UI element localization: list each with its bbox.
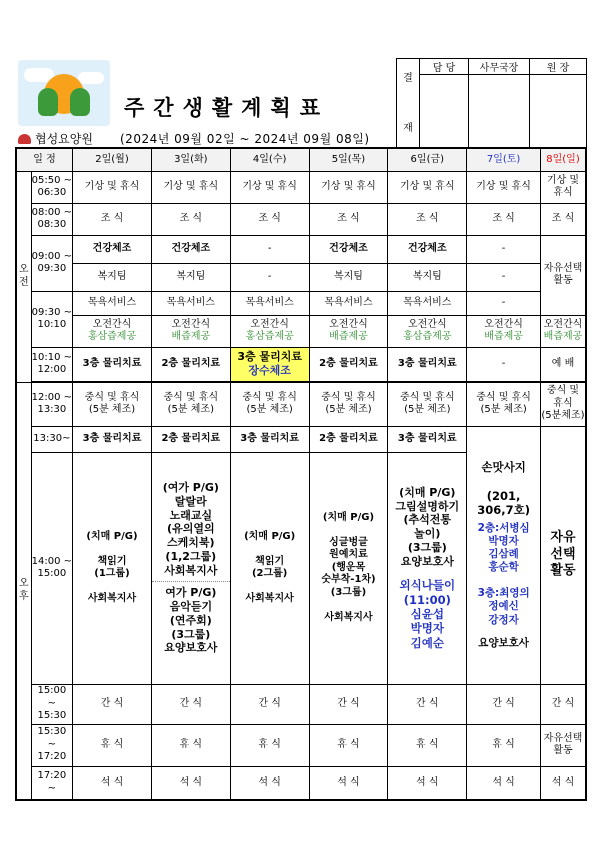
activity-cell: 복지팀 <box>388 263 467 291</box>
activity-cell: 2층 물리치료 <box>309 426 388 452</box>
day-header: 3일(화) <box>151 148 230 171</box>
activity-cell: 휴 식 <box>467 724 541 766</box>
approval-sign-cell[interactable] <box>530 75 587 151</box>
activity-cell: 휴 식 <box>388 724 467 766</box>
activity-cell: 석 식 <box>151 766 230 800</box>
activity-cell: 기상 및 휴식 <box>540 171 586 203</box>
time-cell: 17:20 ~ <box>31 766 72 800</box>
activity-cell: 중식 및 휴식 (5분 체조) <box>467 382 541 426</box>
activity-cell: 복지팀 <box>73 263 152 291</box>
activity-cell: 중식 및 휴식 (5분 체조) <box>151 382 230 426</box>
activity-cell: 석 식 <box>230 766 309 800</box>
activity-cell: - <box>467 263 541 291</box>
program-cell: (치매 P/G) 책읽기 (2그룹) 사회복지사 <box>230 452 309 684</box>
activity-cell: 중식 및 휴식 (5분체조) <box>540 382 586 426</box>
activity-cell: 석 식 <box>467 766 541 800</box>
approval-box <box>396 58 587 151</box>
activity-cell: 기상 및 휴식 <box>467 171 541 203</box>
activity-cell: 조 식 <box>540 203 586 235</box>
schedule-label: 일 정 <box>16 148 73 171</box>
activity-cell: 중식 및 휴식 (5분 체조) <box>309 382 388 426</box>
activity-cell: 간 식 <box>467 684 541 724</box>
saturday-program: 손맛사지 (201, 306,7호) 2층:서병심 박명자 김삼례 홍순학 3층:최영의 정예신 강정자 요양보호사 <box>467 426 541 684</box>
weekly-schedule-table <box>15 147 587 801</box>
activity-cell: 목욕서비스 <box>151 291 230 315</box>
center-logo <box>18 60 110 126</box>
program-cell: (치매 P/G) 싱글벙글 원예치료 (행운목 숫부착-1차) (3그룹) 사회복지사 <box>309 452 388 684</box>
time-cell: 08:00 ~ 08:30 <box>31 203 72 235</box>
snack-cell: 오전간식 배즙제공 <box>540 315 586 347</box>
program-cell: (여가 P/G) 랄랄라 노래교실 (유의열의 스케치북) (1,2그룹) 사회복지사 여가 P/G) 음악듣기 (연주회) (3그룹) 요양보호사 <box>151 452 230 684</box>
approval-role: 담 당 <box>420 59 469 75</box>
activity-cell: 중식 및 휴식 (5분 체조) <box>73 382 152 426</box>
time-cell: 15:00 ~ 15:30 <box>31 684 72 724</box>
activity-cell: - <box>467 347 541 381</box>
activity-cell: 기상 및 휴식 <box>388 171 467 203</box>
activity-cell: 기상 및 휴식 <box>309 171 388 203</box>
activity-cell: 조 식 <box>73 203 152 235</box>
center-logo-icon <box>18 134 31 144</box>
period-morning: 오 전 <box>16 171 31 382</box>
activity-cell: 자유선택 활동 <box>540 724 586 766</box>
activity-cell: 간 식 <box>151 684 230 724</box>
activity-cell: 조 식 <box>151 203 230 235</box>
mascot-icon <box>38 88 58 116</box>
day-header: 2일(월) <box>73 148 152 171</box>
activity-cell: 중식 및 휴식 (5분 체조) <box>388 382 467 426</box>
time-cell: 10:10 ~ 12:00 <box>31 347 72 381</box>
activity-cell: 건강체조 <box>388 235 467 263</box>
activity-cell: 건강체조 <box>73 235 152 263</box>
time-cell: 15:30 ~ 17:20 <box>31 724 72 766</box>
activity-cell: 복지팀 <box>151 263 230 291</box>
approval-role: 원 장 <box>530 59 587 75</box>
center-name: 협성요양원 <box>18 130 93 147</box>
activity-cell: 복지팀 <box>309 263 388 291</box>
activity-cell-highlight: 3층 물리치료 장수체조 <box>230 347 309 381</box>
time-cell: 12:00 ~ 13:30 <box>31 382 72 426</box>
activity-cell: 간 식 <box>540 684 586 724</box>
header-row <box>16 148 586 171</box>
activity-cell: 건강체조 <box>151 235 230 263</box>
activity-cell: 3층 물리치료 <box>73 347 152 381</box>
activity-cell: 조 식 <box>388 203 467 235</box>
activity-cell: 3층 물리치료 <box>230 426 309 452</box>
time-cell: 09:30 ~ 10:10 <box>31 291 72 347</box>
activity-cell: 목욕서비스 <box>230 291 309 315</box>
activity-cell: 석 식 <box>388 766 467 800</box>
activity-cell: 휴 식 <box>73 724 152 766</box>
activity-cell: 기상 및 휴식 <box>73 171 152 203</box>
activity-cell: - <box>467 235 541 263</box>
day-header: 6일(금) <box>388 148 467 171</box>
activity-cell: - <box>467 291 541 315</box>
activity-cell: 조 식 <box>467 203 541 235</box>
activity-cell: 중식 및 휴식 (5분 체조) <box>230 382 309 426</box>
sunday-program: 자유 선택 활동 <box>540 426 586 684</box>
snack-cell: 오전간식 배즙제공 <box>309 315 388 347</box>
activity-cell: 휴 식 <box>309 724 388 766</box>
time-cell: 05:50 ~ 06:30 <box>31 171 72 203</box>
activity-cell: 예 배 <box>540 347 586 381</box>
approval-sign-cell[interactable] <box>420 75 469 151</box>
approval-sign-cell[interactable] <box>469 75 530 151</box>
activity-cell: - <box>230 263 309 291</box>
snack-cell: 오전간식 홍삼즙제공 <box>230 315 309 347</box>
activity-cell: 건강체조 <box>309 235 388 263</box>
page-title: 주간생활계획표 <box>124 96 330 120</box>
activity-cell: 휴 식 <box>151 724 230 766</box>
activity-cell: - <box>230 235 309 263</box>
activity-cell: 석 식 <box>73 766 152 800</box>
activity-cell: 2층 물리치료 <box>151 347 230 381</box>
time-cell: 14:00 ~ 15:00 <box>31 452 72 684</box>
activity-cell: 자유선택 활동 <box>540 235 586 315</box>
activity-cell: 간 식 <box>73 684 152 724</box>
activity-cell: 간 식 <box>309 684 388 724</box>
period-afternoon: 오 후 <box>16 382 31 800</box>
snack-cell: 오전간식 배즙제공 <box>467 315 541 347</box>
activity-cell: 3층 물리치료 <box>388 426 467 452</box>
approval-role: 사무국장 <box>469 59 530 75</box>
activity-cell: 2층 물리치료 <box>309 347 388 381</box>
activity-cell: 석 식 <box>309 766 388 800</box>
activity-cell: 3층 물리치료 <box>388 347 467 381</box>
snack-cell: 오전간식 홍삼즙제공 <box>388 315 467 347</box>
day-header: 5일(목) <box>309 148 388 171</box>
activity-cell: 목욕서비스 <box>73 291 152 315</box>
activity-cell: 조 식 <box>230 203 309 235</box>
day-header-sunday: 8일(일) <box>540 148 586 171</box>
activity-cell: 기상 및 휴식 <box>151 171 230 203</box>
activity-cell: 간 식 <box>230 684 309 724</box>
snack-cell: 오전간식 홍삼즙제공 <box>73 315 152 347</box>
activity-cell: 목욕서비스 <box>309 291 388 315</box>
time-cell: 09:00 ~ 09:30 <box>31 235 72 291</box>
activity-cell: 조 식 <box>309 203 388 235</box>
program-cell: (치매 P/G) 책읽기 (1그룹) 사회복지사 <box>73 452 152 684</box>
activity-cell: 석 식 <box>540 766 586 800</box>
activity-cell: 목욕서비스 <box>388 291 467 315</box>
approval-side-label: 결 재 <box>397 59 420 151</box>
activity-cell: 기상 및 휴식 <box>230 171 309 203</box>
day-header: 4일(수) <box>230 148 309 171</box>
program-cell: (치매 P/G) 그림설명하기 (추석전통 놀이) (3그룹) 요양보호사 외식나들이 (11:00) 심윤섭 박명자 김예순 <box>388 452 467 684</box>
schedule-period: (2024년 09월 02일 ~ 2024년 09월 08일) <box>120 132 370 146</box>
day-header-saturday: 7일(토) <box>467 148 541 171</box>
snack-cell: 오전간식 배즙제공 <box>151 315 230 347</box>
activity-cell: 2층 물리치료 <box>151 426 230 452</box>
activity-cell: 간 식 <box>388 684 467 724</box>
time-cell: 13:30~ <box>31 426 72 452</box>
activity-cell: 3층 물리치료 <box>73 426 152 452</box>
activity-cell: 휴 식 <box>230 724 309 766</box>
mascot-icon <box>70 88 90 116</box>
